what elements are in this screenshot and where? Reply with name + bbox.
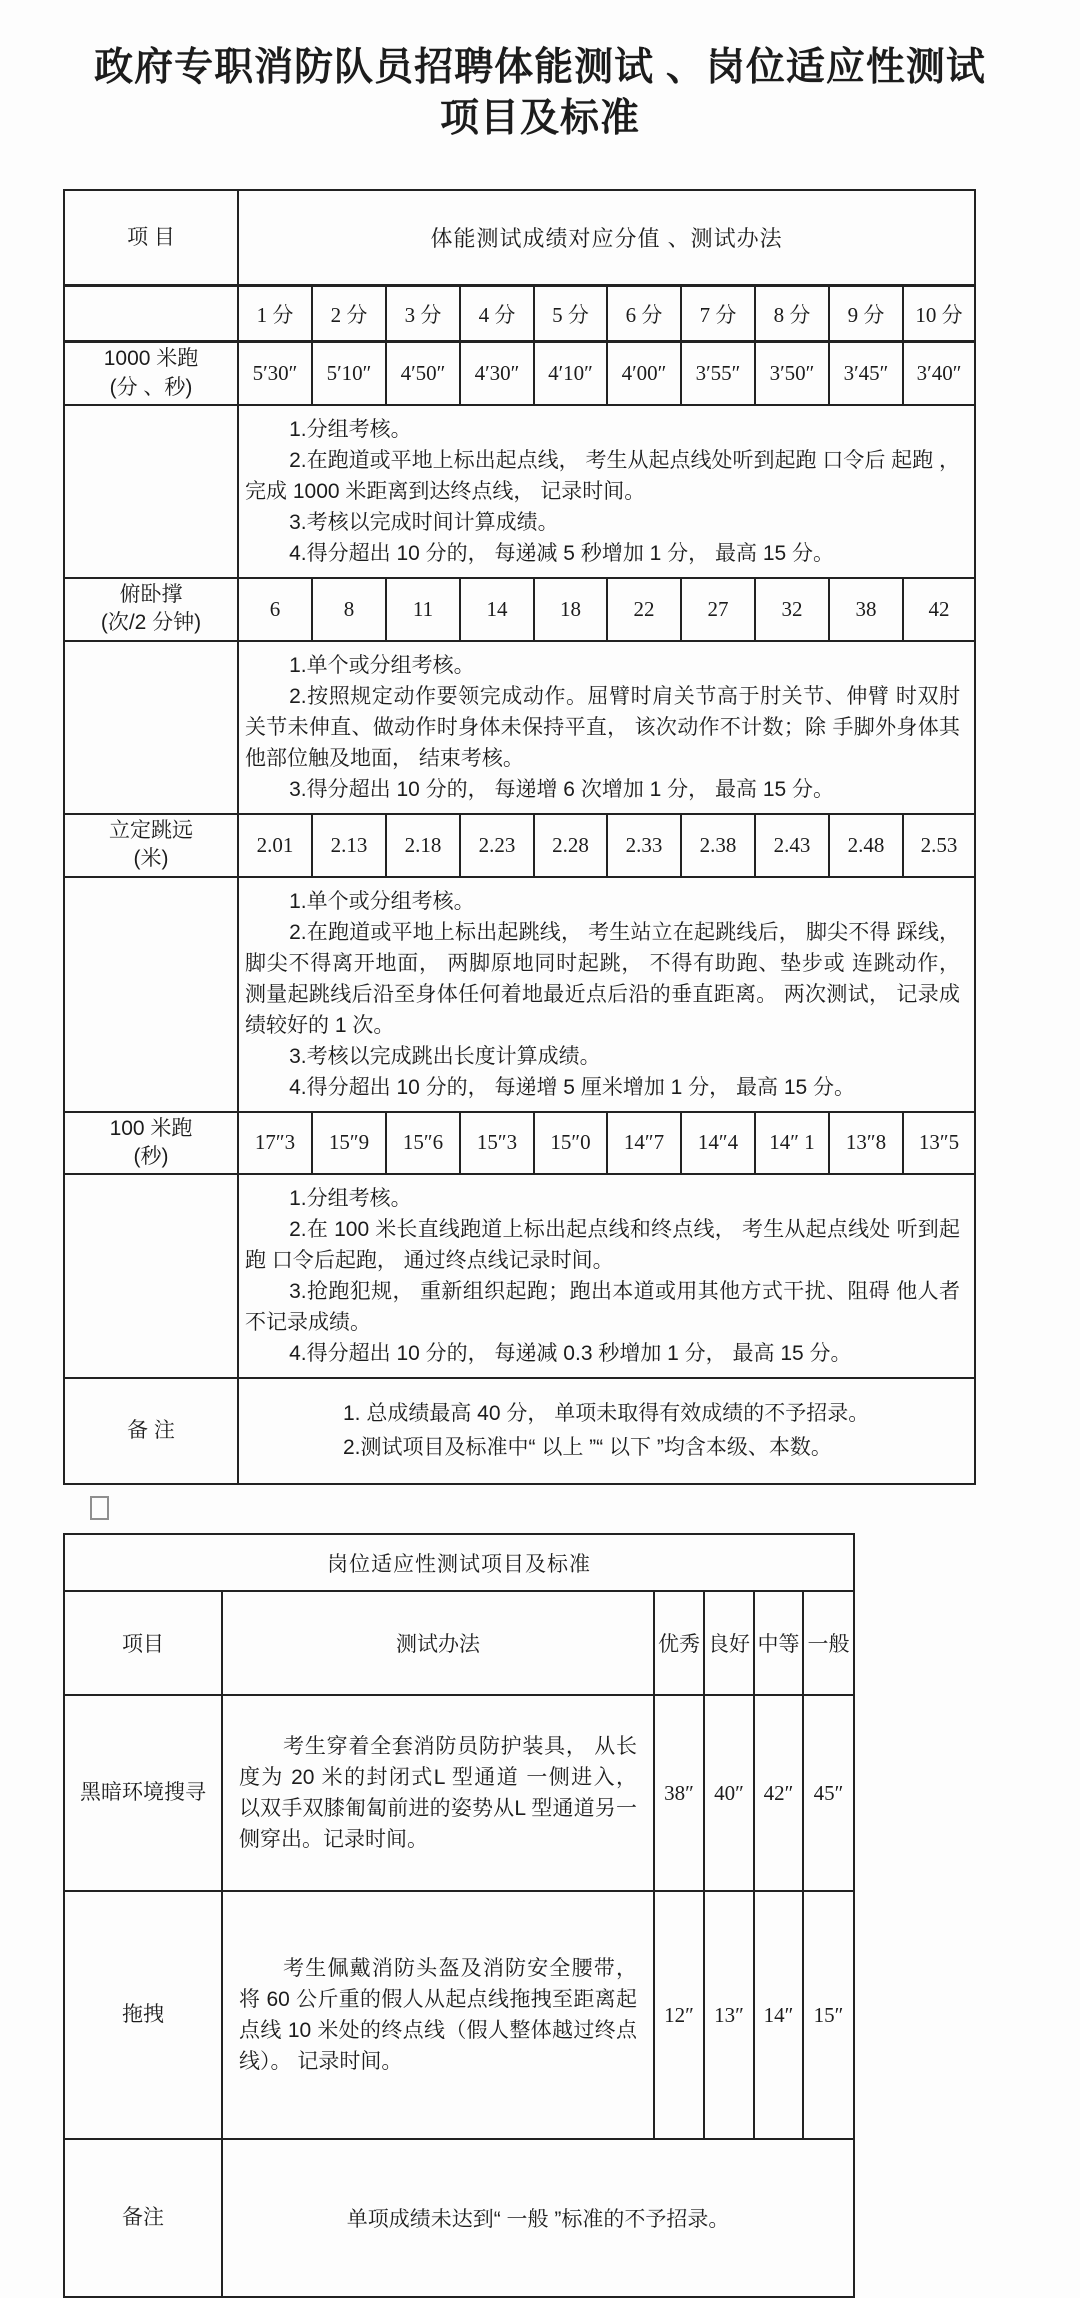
score-header: 7 分 <box>681 286 755 342</box>
value-cell: 14″ 1 <box>755 1112 829 1175</box>
method-line: 2.在跑道或平地上标出起点线， 考生从起点线处听到起跑 口令后 起跑 ，完成 1000 米距离到达终点线， 记录时间。 <box>245 449 961 504</box>
event-label-pushup <box>64 578 238 641</box>
value-cell: 4′00″ <box>607 342 681 405</box>
value-cell: 5′30″ <box>238 342 312 405</box>
missing-glyph-box <box>90 1496 109 1520</box>
value-cell: 13″8 <box>829 1112 903 1175</box>
page-title-line2: 项目及标准 <box>439 97 640 141</box>
method-line: 2.按照规定动作要领完成动作。屈臂时肩关节高于肘关节、伸臂 时双肘关节未伸直、做动作时身体未保持平直， 该次动作不计数；除 手脚外身体其他部位触及地面， 结束考核。 <box>245 684 961 770</box>
event-values-row-longjump <box>64 814 975 877</box>
value-cell: 13″5 <box>903 1112 975 1175</box>
value-cell: 42 <box>903 578 975 641</box>
score-header: 2 分 <box>312 286 386 342</box>
table1-merged-header: 体能测试成绩对应分值 、测试办法 <box>238 190 975 286</box>
event-values-row-pushup <box>64 578 975 641</box>
value-cell: 2.13 <box>312 814 386 877</box>
table1-score-header-row <box>64 286 975 342</box>
event-method-row-1000m <box>64 405 975 578</box>
score-header: 6 分 <box>607 286 681 342</box>
method-text: 考生穿着全套消防员防护装具， 从长度为 20 米的封闭式L 型通道 一侧进入， 以双手双膝匍匐前进的姿势从L 型通道另一侧穿出。记录时间。 <box>239 1735 637 1852</box>
job-adaptability-table <box>63 1533 855 2298</box>
table1-remark-row <box>64 1378 975 1484</box>
value-cell: 2.23 <box>460 814 534 877</box>
event-unit: (秒) <box>133 1144 169 1168</box>
table1-item-header: 项 目 <box>64 190 238 286</box>
empty-cell <box>64 405 238 578</box>
between-tables-area <box>90 1496 1080 1520</box>
event-label-1000m <box>64 342 238 405</box>
method-cell-1000m <box>238 405 975 578</box>
event-unit: (次/2 分钟) <box>100 611 202 635</box>
value-cell: 2.01 <box>238 814 312 877</box>
value-cell: 4′50″ <box>386 342 460 405</box>
table2-remark-text: 单项成绩未达到“ 一般 ”标准的不予招录。 <box>222 2139 854 2297</box>
value-cell: 38 <box>829 578 903 641</box>
grade-value: 42″ <box>754 1695 803 1891</box>
method-line: 3.得分超出 10 分的， 每递增 6 次增加 1 分， 最高 15 分。 <box>289 777 835 801</box>
grade-header: 良好 <box>704 1591 754 1695</box>
grade-value: 45″ <box>803 1695 854 1891</box>
value-cell: 32 <box>755 578 829 641</box>
method-line: 3.抢跑犯规， 重新组织起跑；跑出本道或用其他方式干扰、阻碍 他人者不记录成绩。 <box>245 1280 961 1335</box>
value-cell: 14″4 <box>681 1112 755 1175</box>
method-line: 2.在 100 米长直线跑道上标出起点线和终点线， 考生从起点线处 听到起跑 口令后起跑， 通过终点线记录时间。 <box>245 1218 961 1273</box>
value-cell: 2.48 <box>829 814 903 877</box>
table2-item-header: 项目 <box>64 1591 222 1695</box>
value-cell: 15″0 <box>534 1112 607 1175</box>
grade-value: 13″ <box>704 1891 754 2139</box>
table1-remark-text <box>238 1378 975 1484</box>
event-method-row-longjump <box>64 877 975 1112</box>
event-values-row-1000m <box>64 342 975 405</box>
remark-line: 2.测试项目及标准中“ 以上 ”“ 以下 ”均含本级、本数。 <box>343 1436 832 1460</box>
event-name: 100 米跑 <box>109 1116 193 1140</box>
event-label-100m <box>64 1112 238 1175</box>
method-cell-longjump <box>238 877 975 1112</box>
table2-remark-label: 备注 <box>64 2139 222 2297</box>
method-line: 4.得分超出 10 分的， 每递减 5 秒增加 1 分， 最高 15 分。 <box>289 542 835 566</box>
value-cell: 6 <box>238 578 312 641</box>
grade-value: 12″ <box>654 1891 704 2139</box>
method-text: 考生佩戴消防头盔及消防安全腰带， 将 60 公斤重的假人从起点线拖拽至距离起点线 10 米处的终点线（假人整体越过终点线）。 记录时间。 <box>239 1957 637 2074</box>
table2-title: 岗位适应性测试项目及标准 <box>64 1534 854 1591</box>
value-cell: 15″6 <box>386 1112 460 1175</box>
value-cell: 3′45″ <box>829 342 903 405</box>
score-header: 4 分 <box>460 286 534 342</box>
method-line: 3.考核以完成跳出长度计算成绩。 <box>289 1044 601 1068</box>
method-line: 4.得分超出 10 分的， 每递增 5 厘米增加 1 分， 最高 15 分。 <box>289 1075 856 1099</box>
table1-remark-label: 备 注 <box>64 1378 238 1484</box>
value-cell: 2.38 <box>681 814 755 877</box>
event-method-row-100m <box>64 1174 975 1378</box>
score-header: 8 分 <box>755 286 829 342</box>
value-cell: 11 <box>386 578 460 641</box>
value-cell: 2.33 <box>607 814 681 877</box>
event-values-row-100m <box>64 1112 975 1175</box>
grade-header: 一般 <box>803 1591 854 1695</box>
empty-cell <box>64 641 238 814</box>
value-cell: 8 <box>312 578 386 641</box>
grade-header: 中等 <box>754 1591 803 1695</box>
value-cell: 22 <box>607 578 681 641</box>
table2-remark-row <box>64 2139 854 2297</box>
value-cell: 2.53 <box>903 814 975 877</box>
method-line: 1.分组考核。 <box>289 418 412 442</box>
score-header: 3 分 <box>386 286 460 342</box>
physical-test-table <box>63 189 976 1485</box>
method-line: 2.在跑道或平地上标出起跳线， 考生站立在起跳线后， 脚尖不得 踩线， 脚尖不得离开地面， 两脚原地同时起跳， 不得有助跑、垫步或 连跳动作， 测量起跳线后沿至身体任何着地最近点后沿的垂直距离。 两次测试， 记录成绩较好的 1 次。 <box>245 920 961 1037</box>
value-cell: 2.28 <box>534 814 607 877</box>
event-unit: (分 、秒) <box>109 375 193 399</box>
event-name: 立定跳远 <box>109 818 193 842</box>
method-line: 4.得分超出 10 分的， 每递减 0.3 秒增加 1 分， 最高 15 分。 <box>289 1342 852 1366</box>
value-cell: 2.43 <box>755 814 829 877</box>
score-header: 10 分 <box>903 286 975 342</box>
method-cell-pushup <box>238 641 975 814</box>
table2-title-row <box>64 1534 854 1591</box>
event-name: 1000 米跑 <box>103 347 199 371</box>
method-line: 1.分组考核。 <box>289 1187 412 1211</box>
method-line: 1.单个或分组考核。 <box>289 889 475 913</box>
value-cell: 3′55″ <box>681 342 755 405</box>
table1-header-row <box>64 190 975 286</box>
value-cell: 17″3 <box>238 1112 312 1175</box>
table2-header-row <box>64 1591 854 1695</box>
item-name: 黑暗环境搜寻 <box>64 1695 222 1891</box>
method-cell-100m <box>238 1174 975 1378</box>
score-header: 5 分 <box>534 286 607 342</box>
event-method-row-pushup <box>64 641 975 814</box>
grade-value: 14″ <box>754 1891 803 2139</box>
grade-value: 15″ <box>803 1891 854 2139</box>
grade-value: 40″ <box>704 1695 754 1891</box>
event-unit: (米) <box>133 847 169 871</box>
event-name: 俯卧撑 <box>119 583 183 607</box>
table2-row-drag <box>64 1891 854 2139</box>
event-label-longjump <box>64 814 238 877</box>
item-method <box>222 1695 654 1891</box>
page-title <box>30 42 1050 145</box>
grade-value: 38″ <box>654 1695 704 1891</box>
page-title-line1: 政府专职消防队员招聘体能测试 、岗位适应性测试 <box>94 46 986 89</box>
remark-line: 1. 总成绩最高 40 分， 单项未取得有效成绩的不予招录。 <box>343 1402 870 1426</box>
table2-method-header: 测试办法 <box>222 1591 654 1695</box>
value-cell: 4′10″ <box>534 342 607 405</box>
score-header: 9 分 <box>829 286 903 342</box>
value-cell: 18 <box>534 578 607 641</box>
value-cell: 3′50″ <box>755 342 829 405</box>
value-cell: 5′10″ <box>312 342 386 405</box>
empty-cell <box>64 1174 238 1378</box>
value-cell: 14″7 <box>607 1112 681 1175</box>
value-cell: 27 <box>681 578 755 641</box>
value-cell: 3′40″ <box>903 342 975 405</box>
value-cell: 14 <box>460 578 534 641</box>
empty-cell <box>64 286 238 342</box>
score-header: 1 分 <box>238 286 312 342</box>
method-line: 3.考核以完成时间计算成绩。 <box>289 511 559 535</box>
item-method <box>222 1891 654 2139</box>
grade-header: 优秀 <box>654 1591 704 1695</box>
value-cell: 15″3 <box>460 1112 534 1175</box>
empty-cell <box>64 877 238 1112</box>
item-name: 拖拽 <box>64 1891 222 2139</box>
table2-row-dark-search <box>64 1695 854 1891</box>
value-cell: 4′30″ <box>460 342 534 405</box>
method-line: 1.单个或分组考核。 <box>289 653 475 677</box>
value-cell: 15″9 <box>312 1112 386 1175</box>
value-cell: 2.18 <box>386 814 460 877</box>
